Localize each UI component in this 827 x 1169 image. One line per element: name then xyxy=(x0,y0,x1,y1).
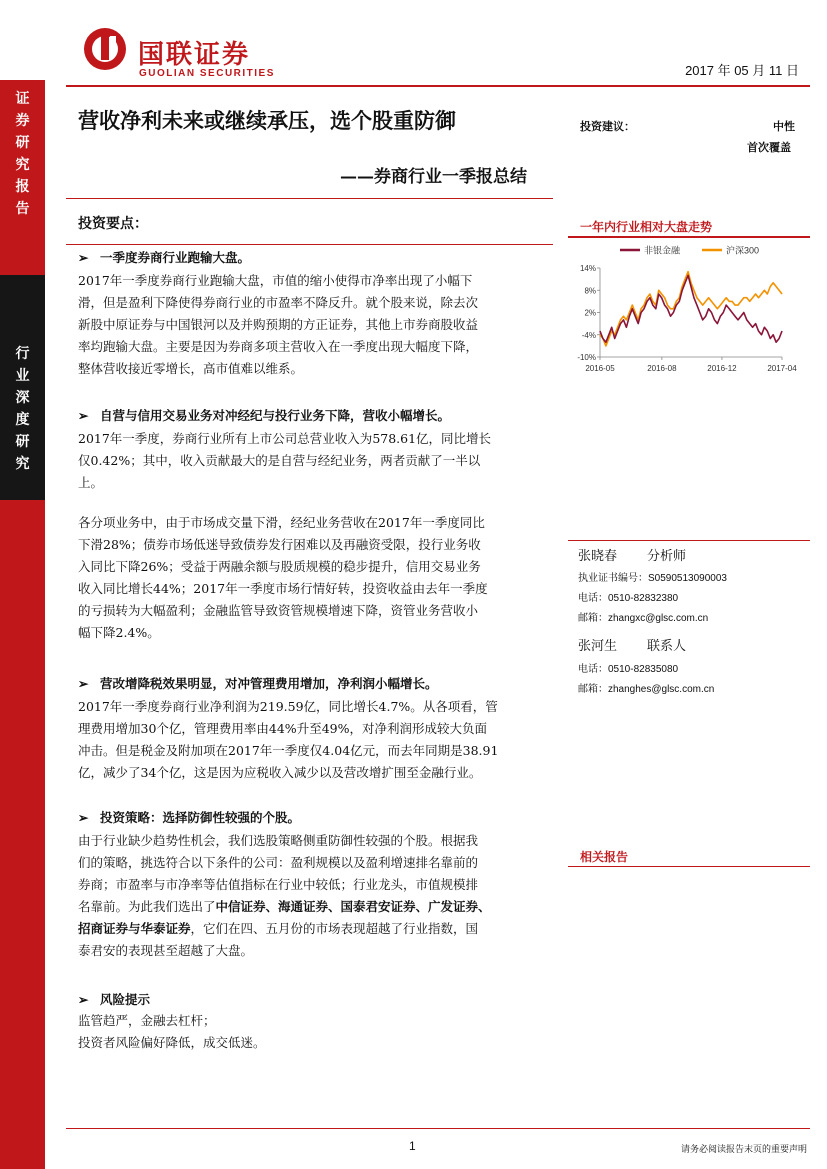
report-title: 营收净利未来或继续承压，选个股重防御 xyxy=(78,108,456,133)
bullet-2: ➢ 自营与信用交易业务对冲经纪与投行业务下降，营收小幅增长。 xyxy=(78,408,451,423)
bullet-5: ➢ 风险提示 xyxy=(78,992,151,1007)
legend-label-1: 沪深300 xyxy=(726,245,760,256)
x-tick-label: 2016-12 xyxy=(707,364,737,373)
header-divider xyxy=(66,85,810,87)
paragraph-4: 2017年一季度券商行业净利润为219.59亿，同比增长4.7%。从各项看，管 理费用增加30个亿，管理费用率由44%升至49%，对净利润形成较大负面 冲击。但是税金及附加项在2017年一季度仅4.04亿元，而去年同期是38.91 亿，减少了34个亿，这是因为应税收入减少以及营改增扩围至金融行业。 xyxy=(78,699,499,780)
title-divider xyxy=(66,198,553,199)
analyst-2-name: 张河生 联系人 xyxy=(578,639,687,654)
sidebar-bottom-bar xyxy=(0,500,45,1169)
paragraph-3: 各分项业务中，由于市场成交量下滑，经纪业务营收在2017年一季度同比 下滑28%；债券市场低迷导致债券发行困难以及再融资受限，投行业务收 入同比下降26%；受益于两融余额与股质规模的稳步提升，信用交易业务 收入同比增长44%；2017年一季度市场行情好转，投资收益由去年一季度 的亏损转为大幅盈利；金融监管导致资管规模增速下降，资管业务营收小 幅下降2.4%。 xyxy=(78,515,488,640)
chart-title-divider xyxy=(568,236,810,238)
arrow-bullet-icon: ➢ xyxy=(78,992,89,1007)
sidebar-report-category xyxy=(0,275,45,500)
analyst-2-email[interactable]: 邮箱：zhanghes@glsc.com.cn xyxy=(578,684,715,695)
analyst-1-cert: 执业证书编号：S0590513090003 xyxy=(578,573,727,584)
paragraph-1: 2017年一季度券商行业跑输大盘，市值的缩小使得市净率出现了小幅下 滑，但是盈利下降使得券商行业的市盈率不降反升。就个股来说，除去次 新股中原证券与中国银河以及并购预期的方正证券，其他上市券商股收益 率均跑输大盘。主要是因为券商多项主营收入在一季度出现大幅度下降， 整体营收接近零增长，高市值难以维系。 xyxy=(78,273,479,376)
sidebar-report-category-text: 行 业 深 度 研 究 xyxy=(15,346,30,472)
rating-value: 中性 xyxy=(773,120,795,133)
x-tick-label: 2016-08 xyxy=(647,364,677,373)
x-tick-label: 2017-04 xyxy=(767,364,797,373)
sidebar-report-type xyxy=(0,80,45,275)
risk-list: 监管趋严，金融去杠杆； 投资者风险偏好降低，成交低迷。 xyxy=(78,1013,266,1050)
y-tick-label: -10% xyxy=(577,353,596,362)
arrow-bullet-icon: ➢ xyxy=(78,408,89,423)
bullet-3: ➢ 营改增降税效果明显，对冲管理费用增加，净利润小幅增长。 xyxy=(78,676,438,691)
guolian-logo-icon xyxy=(82,26,128,72)
related-reports-heading: 相关报告 xyxy=(580,850,629,864)
logo-en-text: GUOLIAN SECURITIES xyxy=(139,68,275,79)
page-number: 1 xyxy=(409,1139,416,1153)
selected-stocks-1: 中信证券、海通证券、国泰君安证券、广发证券、 xyxy=(215,899,491,914)
sidebar-report-type-text: 证 券 研 究 报 告 xyxy=(15,91,30,217)
chart-title: 一年内行业相对大盘走势 xyxy=(580,220,713,234)
related-reports-divider xyxy=(568,866,810,867)
bullet-1: ➢ 一季度券商行业跑输大盘。 xyxy=(78,250,251,265)
section-heading: 投资要点： xyxy=(78,216,148,232)
report-subtitle: ——券商行业一季报总结 xyxy=(340,167,527,187)
logo-cn-text: 国联证券 xyxy=(138,40,251,70)
analyst-2-tel: 电话：0510-82835080 xyxy=(578,664,679,675)
analyst-divider xyxy=(568,540,810,541)
y-tick-label: 14% xyxy=(579,264,596,273)
rating-label: 投资建议： xyxy=(580,120,635,133)
section-divider xyxy=(66,244,553,245)
bullet-4: ➢ 投资策略：选择防御性较强的个股。 xyxy=(78,810,301,825)
report-date: 2017 年 05 月 11 日 xyxy=(685,63,799,78)
rating-coverage: 首次覆盖 xyxy=(747,141,791,154)
y-tick-label: 2% xyxy=(584,308,596,318)
y-tick-label: -4% xyxy=(581,330,596,340)
analyst-1-email[interactable]: 邮箱：zhangxc@glsc.com.cn xyxy=(578,613,709,624)
footer-divider xyxy=(66,1128,810,1129)
series-line-非银金融 xyxy=(600,275,782,342)
paragraph-2: 2017年一季度，券商行业所有上市公司总营业收入为578.61亿，同比增长 仅0.42%；其中，收入贡献最大的是自营与经纪业务，两者贡献了一半以 上。 xyxy=(78,431,492,490)
legend-label-0: 非银金融 xyxy=(644,245,681,256)
arrow-bullet-icon: ➢ xyxy=(78,250,89,265)
analyst-1-tel: 电话：0510-82832380 xyxy=(578,593,679,604)
selected-stocks-2: 招商证券与华泰证券 xyxy=(78,921,191,936)
y-tick-label: 8% xyxy=(584,286,596,296)
series-line-沪深300 xyxy=(600,272,782,346)
footer-disclaimer: 请务必阅读报告末页的重要声明 xyxy=(680,1145,807,1155)
relative-performance-chart xyxy=(570,240,810,380)
x-tick-label: 2016-05 xyxy=(585,364,615,373)
paragraph-5: 由于行业缺少趋势性机会，我们选股策略侧重防御性较强的个股。根据我 们的策略，挑选符合以下条件的公司：盈利规模以及盈利增速排名靠前的 券商；市盈率与市净率等估值指标在行业中较低；行业龙头，市值规模排 名靠前。为此我们选出了中信证券、海通证券、国泰君安证券、广发证券、 招商证券与华泰证券，它们在四、五月份的市场表现超越了行业指数，国 泰君安的表现甚至超越了大盘。 xyxy=(78,833,491,958)
arrow-bullet-icon: ➢ xyxy=(78,810,89,825)
analyst-1-name: 张晓春 分析师 xyxy=(578,549,687,564)
arrow-bullet-icon: ➢ xyxy=(78,676,89,691)
